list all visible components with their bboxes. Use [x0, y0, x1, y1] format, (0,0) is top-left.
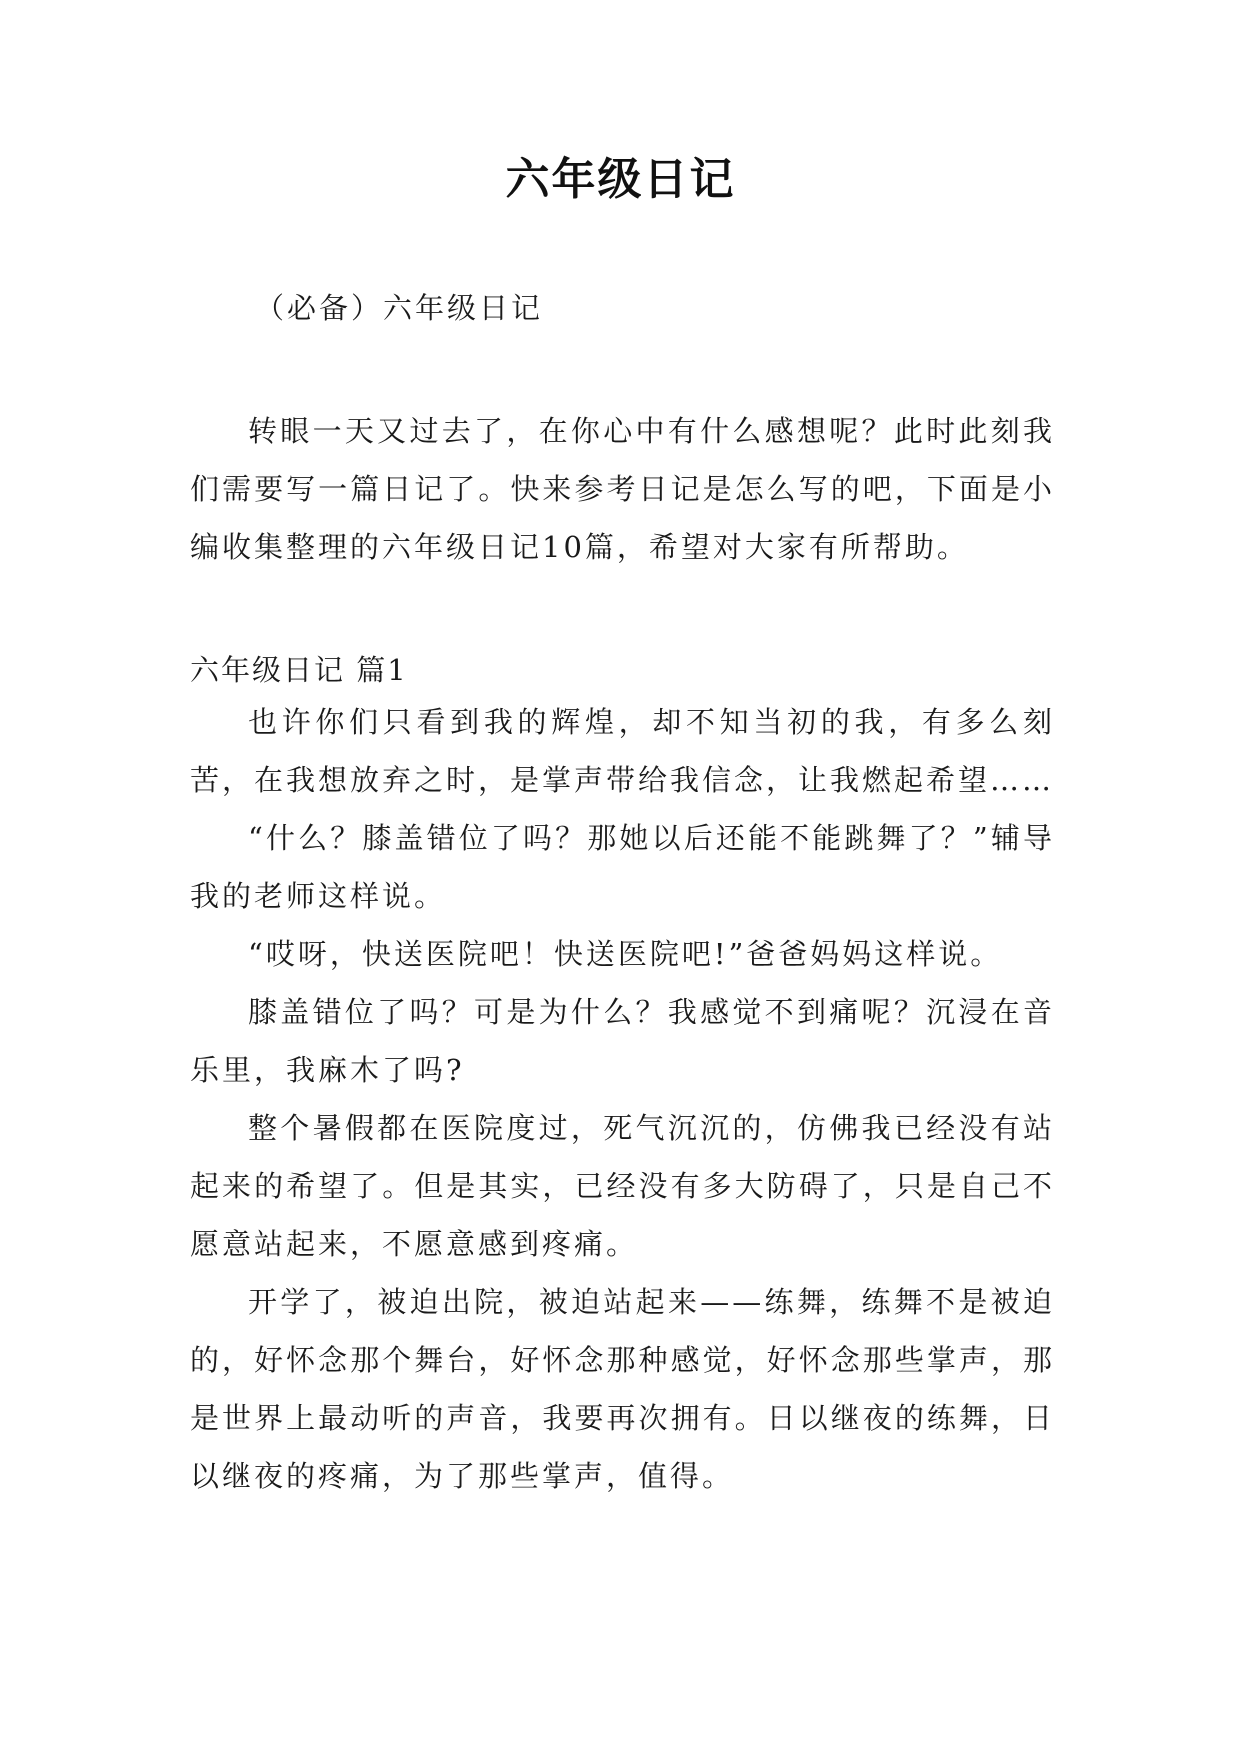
intro-section: [190, 402, 1055, 576]
entry-heading: 六年级日记 篇1: [190, 653, 408, 687]
intro-paragraph: 转眼一天又过去了，在你心中有什么感想呢？此时此刻我们需要写一篇日记了。快来参考日记是怎么写的吧，下面是小编收集整理的六年级日记10篇，希望对大家有所帮助。: [190, 414, 1055, 564]
entry-paragraph: 膝盖错位了吗？可是为什么？我感觉不到痛呢？沉浸在音乐里，我麻木了吗?: [190, 995, 1055, 1087]
entry-paragraph: “什么？膝盖错位了吗？那她以后还能不能跳舞了？”辅导我的老师这样说。: [190, 821, 1055, 913]
entry-paragraph: 也许你们只看到我的辉煌，却不知当初的我，有多么刻苦，在我想放弃之时，是掌声带给我信念，让我燃起希望……: [190, 705, 1055, 797]
page-title: 六年级日记: [505, 154, 736, 205]
entry-paragraph: “哎呀，快送医院吧！快送医院吧!”爸爸妈妈这样说。: [248, 937, 1003, 971]
entry-paragraph: 整个暑假都在医院度过，死气沉沉的，仿佛我已经没有站起来的希望了。但是其实，已经没有多大防碍了，只是自己不愿意站起来，不愿意感到疼痛。: [190, 1111, 1055, 1261]
entry-paragraph: 开学了，被迫出院，被迫站起来——练舞，练舞不是被迫的，好怀念那个舞台，好怀念那种感觉，好怀念那些掌声，那是世界上最动听的声音，我要再次拥有。日以继夜的练舞，日以继夜的疼痛，为了那些掌声，值得。: [190, 1285, 1055, 1493]
entry-body: [190, 693, 1055, 1505]
document-subtitle: （必备）六年级日记: [255, 291, 544, 325]
